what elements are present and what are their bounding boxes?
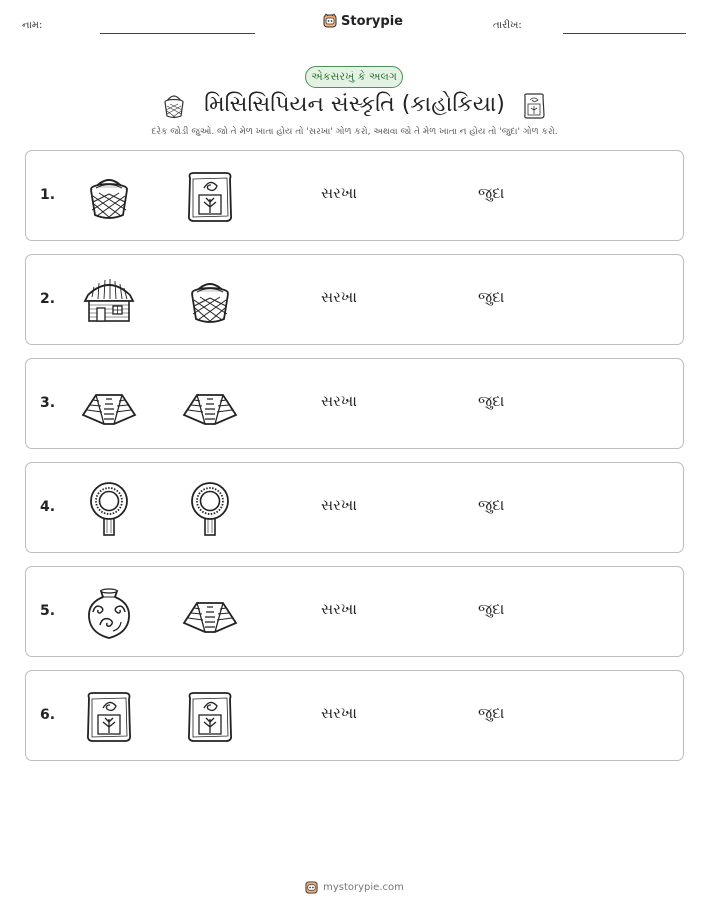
row-number: 3. xyxy=(40,395,56,411)
pair-row-3 xyxy=(25,358,684,449)
different-option[interactable]: જુદા xyxy=(478,600,505,618)
same-option[interactable]: સરખા xyxy=(321,288,357,306)
date-label: તારીખ: xyxy=(493,20,522,31)
thatched-hut-icon xyxy=(80,273,138,329)
name-line[interactable] xyxy=(100,33,255,34)
name-label: નામ: xyxy=(22,20,43,31)
chunkey-stone-icon xyxy=(80,481,138,537)
different-option[interactable]: જુદા xyxy=(478,496,505,514)
worksheet-type-tag: એકસરખું કે અલગ xyxy=(305,66,403,88)
mound-pyramid-icon xyxy=(181,377,239,433)
footer-url[interactable]: mystorypie.com xyxy=(323,882,404,893)
pair-row-6 xyxy=(25,670,684,761)
engraved-tablet-icon xyxy=(181,689,239,745)
chunkey-stone-icon xyxy=(181,481,239,537)
pair-row-4 xyxy=(25,462,684,553)
pair-row-5 xyxy=(25,566,684,657)
same-option[interactable]: સરખા xyxy=(321,600,357,618)
page-title: મિસિસિપિયન સંસ્કૃતિ (કાહોકિયા) xyxy=(204,92,505,117)
different-option[interactable]: જુદા xyxy=(478,392,505,410)
row-number: 4. xyxy=(40,499,56,515)
date-line[interactable] xyxy=(563,33,686,34)
same-option[interactable]: સરખા xyxy=(321,496,357,514)
same-option[interactable]: સરખા xyxy=(321,184,357,202)
same-option[interactable]: સરખા xyxy=(321,392,357,410)
brand-logo xyxy=(323,13,403,29)
brand-name: Storypie xyxy=(341,13,403,29)
mound-pyramid-icon xyxy=(181,585,239,641)
row-number: 2. xyxy=(40,291,56,307)
footer xyxy=(0,880,709,895)
storypie-mascot-icon xyxy=(305,880,318,895)
pottery-jar-icon xyxy=(80,585,138,641)
basket-icon xyxy=(80,169,138,225)
engraved-tablet-icon xyxy=(80,689,138,745)
mound-pyramid-icon xyxy=(80,377,138,433)
storypie-mascot-icon xyxy=(323,13,337,29)
instructions: દરેક જોડી જુઓ. જો તે મેળ ખાતા હોય તો 'સરખા' ગોળ કરો, અથવા જો તે મેળ ખાતા ન હોય તો 'જુદા' ગોળ કરો. xyxy=(151,127,558,137)
different-option[interactable]: જુદા xyxy=(478,288,505,306)
different-option[interactable]: જુદા xyxy=(478,184,505,202)
title-tablet-icon xyxy=(522,92,546,120)
same-option[interactable]: સરખા xyxy=(321,704,357,722)
basket-icon xyxy=(181,273,239,329)
pair-row-1 xyxy=(25,150,684,241)
row-number: 1. xyxy=(40,187,56,203)
different-option[interactable]: જુદા xyxy=(478,704,505,722)
engraved-tablet-icon xyxy=(181,169,239,225)
pair-row-2 xyxy=(25,254,684,345)
row-number: 5. xyxy=(40,603,56,619)
row-number: 6. xyxy=(40,707,56,723)
